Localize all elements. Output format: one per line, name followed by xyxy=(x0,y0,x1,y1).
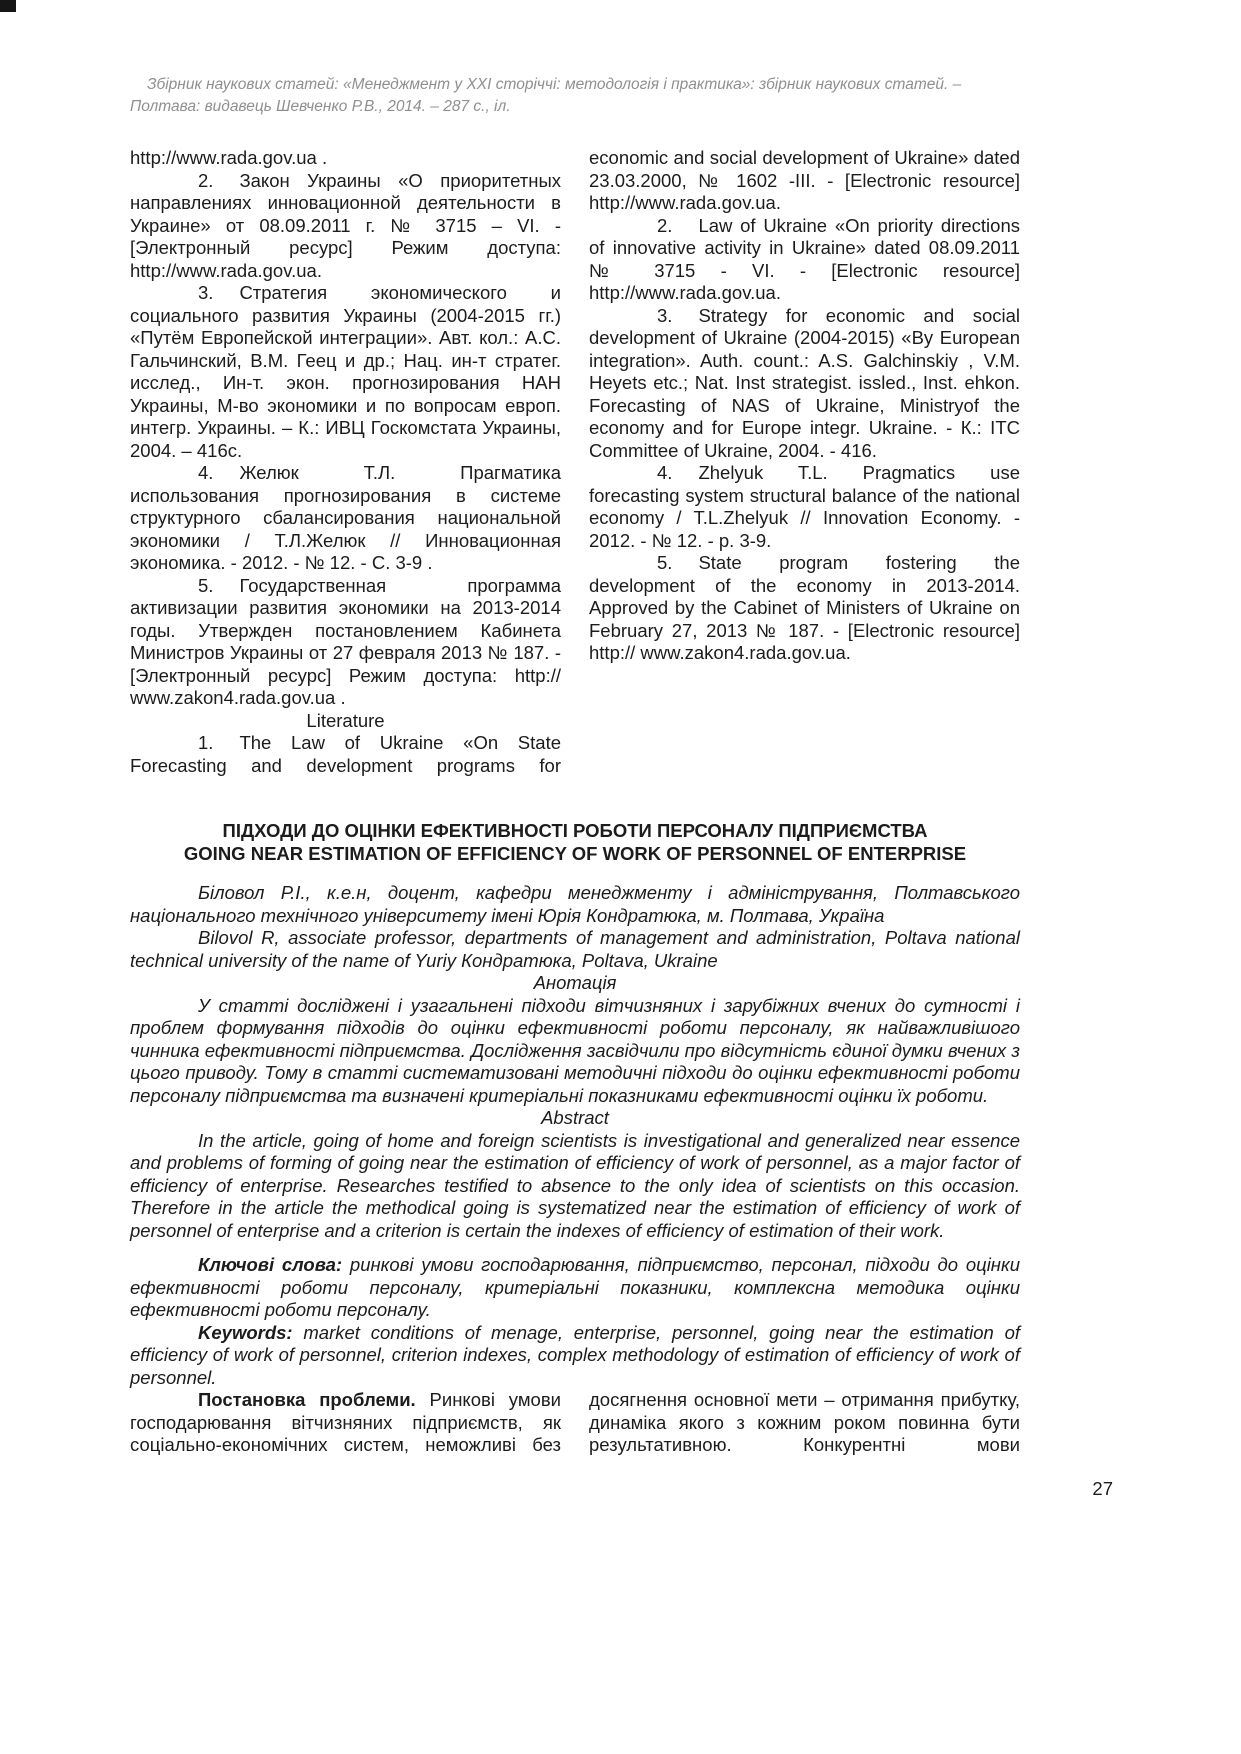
body-paragraph-right: досягнення основної мети – отримання прибутку, динаміка якого з кожним роком повинна бути результативною. Конкурентні мови xyxy=(589,1389,1020,1455)
authors-uk: Біловол Р.І., к.е.н, доцент, кафедри менеджменту і адміністрування, Полтавського національного технічного університету імені Юрія Кондратюка, м. Полтава, Україна xyxy=(130,882,1020,926)
article-body-section xyxy=(130,1389,1020,1457)
running-header-line-2: Полтава: видавець Шевченко Р.В., 2014. – 287 с., іл. xyxy=(130,97,511,115)
reference-item xyxy=(130,170,561,283)
reference-text: The Law of Ukraine «On State Forecasting and development programs for xyxy=(130,732,561,776)
references-column-left xyxy=(130,147,561,777)
keywords-en-text: market conditions of menage, enterprise, personnel, going near the estimation of efficiency of work of personnel, criterion indexes, complex methodology of estimation of efficiency of work of personnel. xyxy=(130,1321,1021,1388)
running-header xyxy=(130,74,1020,117)
reference-item xyxy=(130,732,561,777)
reference-number: 5. xyxy=(198,574,214,596)
reference-text: Law of Ukraine «On priority directions of innovative activity in Ukraine» dated 08.09.2011 № 3715 - VI. - [Electronic resource] http://www.rada.gov.ua. xyxy=(589,214,1020,303)
reference-text: Стратегия экономического и социального развития Украины (2004-2015 гг.) «Путём Европейской интеграции». Авт. кол.: А.С. Гальчинский, В.М. Геец и др.; Нац. ин-т стратег. исслед., Ин-т. экон. прогнозирования НАН Украины, М-во экономики и по вопросам европ. интегр. Украины. – К.: ИВЦ Госкомстата Украины, 2004. – 416с. xyxy=(130,282,561,461)
paragraph-text: Ринкові умови господарювання вітчизняних підприємств, як соціально-економічних систем, неможливі без xyxy=(130,1389,561,1455)
reference-text: Желюк Т.Л. Прагматика использования прогнозирования в системе структурного сбалансирования национальной экономики / Т.Л.Желюк // Инновационная экономика. - 2012. - № 12. - С. 3-9 . xyxy=(130,462,561,573)
paragraph-lead: Постановка проблеми. xyxy=(198,1389,416,1410)
authors-en: Bilovol R, associate professor, departments of management and administration, Poltava national technical university of the name of Yuriy Кондратюка, Poltava, Ukraine xyxy=(130,927,1020,971)
reference-item xyxy=(130,575,561,710)
reference-item xyxy=(130,462,561,575)
page-number: 27 xyxy=(1092,1478,1113,1499)
reference-carryover: economic and social development of Ukraine» dated 23.03.2000, № 1602 -III. - [Electronic resource] http://www.rada.gov.ua. xyxy=(589,147,1020,213)
references-section xyxy=(130,147,1020,777)
keywords-en xyxy=(130,1322,1020,1390)
reference-number: 1. xyxy=(198,732,214,753)
reference-number: 2. xyxy=(657,214,673,236)
reference-number: 4. xyxy=(198,462,214,483)
article-body-column-right xyxy=(589,1389,1020,1457)
reference-number: 4. xyxy=(657,462,673,483)
keywords-en-label: Keywords: xyxy=(198,1321,293,1343)
reference-item xyxy=(130,282,561,462)
reference-item xyxy=(589,462,1020,552)
running-header-line-1: Збірник наукових статей: «Менеджмент у XXI сторіччі: методологія і практика»: збірник наукових статей. – xyxy=(147,76,962,93)
annotation-uk: У статті досліджені і узагальнені підходи вітчизняних і зарубіжних вчених до сутності і проблем формування підходів до оцінки ефективності роботи персоналу, як найважливішого чинника ефективності підприємства. Дослідження засвідчили про відсутність єдиної думки вчених з цього приводу. Тому в статті систематизовані методичні підходи до оцінки ефективності роботи персоналу підприємства та визначені критеріальні показниками ефективності оцінки їх роботи. xyxy=(130,994,1020,1106)
reference-text: Закон Украины «О приоритетных направлениях инновационной деятельности в Украине» от 08.09.2011 г. № 3715 – VI. - [Электронный ресурс] Режим доступа: http://www.rada.gov.ua. xyxy=(130,169,561,281)
keywords-uk xyxy=(130,1254,1020,1322)
reference-text: Zhelyuk T.L. Pragmatics use forecasting system structural balance of the national economy / T.L.Zhelyuk // Innovation Economy. - 2012. - № 12. - p. 3-9. xyxy=(589,462,1020,551)
reference-item xyxy=(589,215,1020,305)
body-paragraph-left xyxy=(130,1389,561,1457)
article-title-en: GOING NEAR ESTIMATION OF EFFICIENCY OF WORK OF PERSONNEL OF ENTERPRISE xyxy=(183,843,967,864)
reference-number: 2. xyxy=(198,169,214,191)
reference-number: 3. xyxy=(198,282,214,303)
reference-number: 3. xyxy=(657,304,673,326)
abstract-en: In the article, going of home and foreign scientists is investigational and generalized near essence and problems of forming of going near the estimation of efficiency of work of personnel, as a major factor of efficiency of enterprise. Researches testified to absence to the only idea of scientists on this occasion. Therefore in the article the methodical going is systematized near the estimation of efficiency of work of personnel of enterprise and a criterion is certain the indexes of efficiency of estimation of their work. xyxy=(130,1129,1020,1241)
reference-carryover: http://www.rada.gov.ua . xyxy=(130,147,328,168)
article-title-uk: ПІДХОДИ ДО ОЦІНКИ ЕФЕКТИВНОСТІ РОБОТИ ПЕРСОНАЛУ ПІДПРИЄМСТВА xyxy=(222,820,928,841)
annotation-heading: Анотація xyxy=(533,972,617,993)
article-header xyxy=(130,819,1020,1389)
scan-artifact xyxy=(0,0,16,12)
references-column-right xyxy=(589,147,1020,777)
reference-text: Государственная программа активизации развития экономики на 2013-2014 годы. Утвержден постановлением Кабинета Министров Украины от 27 февраля 2013 № 187. - [Электронный ресурс] Режим доступа: http:// www.zakon4.rada.gov.ua . xyxy=(130,574,561,708)
reference-item xyxy=(589,552,1020,665)
abstract-heading: Abstract xyxy=(541,1107,609,1128)
reference-text: Strategy for economic and social development of Ukraine (2004-2015) «By European integration». Auth. count.: A.S. Galchinskiy , V.M. Heyets etc.; Nat. Inst strategist. issled., Inst. ehkon. Forecasting of NAS of Ukraine, Ministryof the economy and for Europe integr. Ukraine. - К.: ITC Committee of Ukraine, 2004. - 416. xyxy=(589,304,1020,461)
literature-heading: Literature xyxy=(306,709,385,731)
keywords-uk-text: ринкові умови господарювання, підприємство, персонал, підходи до оцінки ефективності роботи персоналу, критеріальні показники, комплексна методика оцінки ефективності роботи персоналу. xyxy=(130,1254,1021,1320)
reference-text: State program fostering the development of the economy in 2013-2014. Approved by the Cabinet of Ministers of Ukraine on February 27, 2013 № 187. - [Electronic resource] http:// www.zakon4.rada.gov.ua. xyxy=(589,552,1020,663)
reference-item xyxy=(589,305,1020,463)
article-body-column-left xyxy=(130,1389,561,1457)
keywords-uk-label: Ключові слова: xyxy=(198,1254,343,1275)
reference-number: 5. xyxy=(657,552,673,573)
